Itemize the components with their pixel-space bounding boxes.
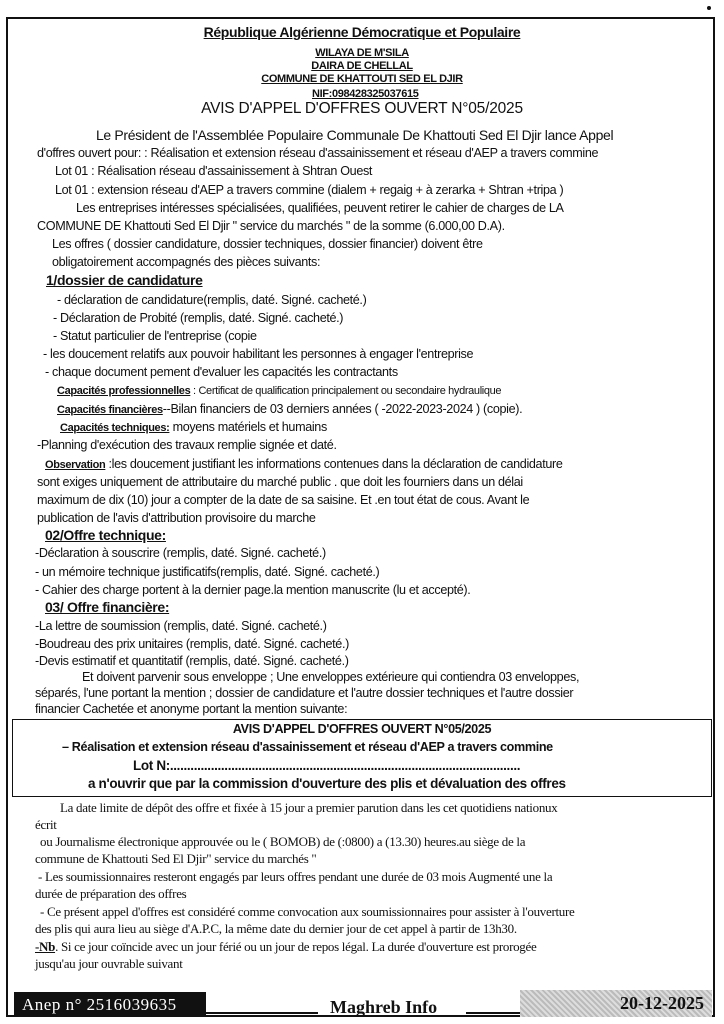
intro-line: Les entreprises intéresses spécialisées, qualifiées, peuvent retirer le cahier de charges de LA bbox=[76, 201, 564, 215]
text: --Bilan financiers de 03 derniers années ( -2022-2023-2024 ) (copie). bbox=[162, 402, 523, 416]
financiere-item: -La lettre de soumission (remplis, daté. Signé. cacheté.) bbox=[35, 619, 327, 633]
lot-line: Lot 01 : extension réseau d'AEP a travers commine (dialem + regaig + à zerarka + Shtran +tripa ) bbox=[55, 183, 564, 197]
technique-heading: 02/Offre technique: bbox=[45, 527, 166, 543]
publication-date: 20-12-2025 bbox=[520, 990, 712, 1017]
notice-title: AVIS D'APPEL D'OFFRES OUVERT N°05/2025 bbox=[201, 100, 523, 117]
text: : Certificat de qualification principalement ou secondaire hydraulique bbox=[190, 385, 502, 397]
candidature-heading: 1/dossier de candidature bbox=[46, 272, 203, 288]
box-subject: – Réalisation et extension réseau d'assainissement et réseau d'AEP a travers commine bbox=[62, 740, 553, 754]
financiere-heading: 03/ Offre financière: bbox=[45, 599, 170, 615]
capacites-financieres bbox=[57, 402, 522, 418]
observation-line: sont exiges uniquement de attributaire du marché public . que doit les fourniers dans un délai bbox=[37, 475, 523, 489]
financiere-item: -Devis estimatif et quantitatif (remplis, daté. Signé. cacheté.) bbox=[35, 654, 349, 668]
closing-line: commune de Khattouti Sed El Djir" service du marchés " bbox=[35, 851, 317, 866]
republic-heading: République Algérienne Démocratique et Populaire bbox=[203, 24, 521, 40]
intro-line: d'offres ouvert pour: : Réalisation et extension réseau d'assainissement et réseau d'AEP a travers commine bbox=[37, 146, 599, 160]
envelope-line: séparés, l'une portant la mention ; dossier de candidature et l'autre dossier techniques et l'autre dossier bbox=[35, 686, 574, 700]
label: Capacités techniques: bbox=[60, 422, 170, 434]
closing-line: La date limite de dépôt des offre et fixée à 15 jour a premier parution dans les cet quotidiens nationux bbox=[60, 800, 558, 815]
closing-line: des plis qui aura lieu au siège d'A.P.C, la même date du dernier jour de cet appel à partir de 13h30. bbox=[35, 921, 517, 936]
candidature-item: - chaque document pement d'evaluer les capacités les contractants bbox=[45, 365, 398, 379]
nb-label: -Nb bbox=[35, 939, 56, 954]
candidature-item: - les doucement relatifs aux pouvoir habilitant les personnes à engager l'entreprise bbox=[43, 347, 474, 361]
candidature-item: - Déclaration de Probité (remplis, daté. Signé. cacheté.) bbox=[53, 311, 344, 325]
text: moyens matériels et humains bbox=[169, 420, 327, 434]
observation bbox=[45, 457, 563, 473]
closing-line: jusqu'au jour ouvrable suivant bbox=[35, 956, 183, 971]
closing-line: - Ce présent appel d'offres est considéré comme convocation aux soumissionnaires pour assister à l'ouverture bbox=[40, 904, 575, 919]
capacites-techniques bbox=[60, 420, 327, 436]
text: :les doucement justifiant les informations contenues dans la déclaration de candidature bbox=[105, 457, 563, 471]
observation-line: publication de l'avis d'attribution provisoire du marche bbox=[37, 511, 316, 525]
envelope-line: Et doivent parvenir sous enveloppe ; Une enveloppes extérieure qui contiendra 03 enveloppes, bbox=[82, 670, 580, 684]
nif: NIF:098428325037615 bbox=[312, 88, 419, 100]
financiere-item: -Boudreau des prix unitaires (remplis, daté. Signé. cacheté.) bbox=[35, 637, 349, 651]
commune: COMMUNE DE KHATTOUTI SED EL DJIR bbox=[261, 73, 463, 85]
box-lot: Lot N:....................................................................................................... bbox=[133, 758, 521, 773]
capacites-professionnelles bbox=[57, 384, 501, 399]
candidature-item: - déclaration de candidature(remplis, daté. Signé. cacheté.) bbox=[57, 293, 367, 307]
closing-line: ou Journalisme électronique approuvée ou le ( BOMOB) de (:0800) a (13.30) heures.au siège de la bbox=[40, 834, 526, 849]
intro-line: obligatoirement accompagnés des pièces suivants: bbox=[52, 255, 321, 269]
footer-rule bbox=[466, 1012, 526, 1014]
scan-speck bbox=[707, 6, 711, 10]
label: Observation bbox=[45, 459, 106, 471]
nb-text: Si ce jour coïncide avec un jour férié ou un jour de repos légal. La durée d'ouverture est prorogée bbox=[60, 939, 537, 954]
footer-rule bbox=[206, 1012, 318, 1014]
candidature-item: - Statut particulier de l'entreprise (copie bbox=[53, 329, 257, 343]
box-notice: a n'ouvrir que par la commission d'ouverture des plis et dévaluation des offres bbox=[88, 776, 566, 791]
technique-item: - Cahier des charge portent à la dernier page.la mention manuscrite (lu et accepté). bbox=[35, 583, 471, 597]
anep-number: Anep n° 2516039635 bbox=[14, 992, 206, 1017]
observation-line: maximum de dix (10) jour a compter de la date de sa saisine. Et .en tout état de cous. Avant le bbox=[37, 493, 530, 507]
closing-line: durée de préparation des offres bbox=[35, 886, 187, 901]
envelope-line: financier Cachetée et anonyme portant la mention suivante: bbox=[35, 702, 348, 716]
label: Capacités professionnelles bbox=[57, 385, 191, 397]
wilaya: WILAYA DE M'SILA bbox=[315, 47, 409, 59]
closing-line: - Les soumissionnaires resteront engagés par leurs offres pendant une durée de 03 mois Augmenté une la bbox=[38, 869, 553, 884]
technique-item: -Déclaration à souscrire (remplis, daté. Signé. cacheté.) bbox=[35, 546, 326, 560]
closing-line: écrit bbox=[35, 817, 57, 832]
intro-line: Les offres ( dossier candidature, dossier techniques, dossier financier) doivent être bbox=[52, 237, 483, 251]
technique-item: - un mémoire technique justificatifs(remplis, daté. Signé. cacheté.) bbox=[35, 565, 380, 579]
intro-line: COMMUNE DE Khattouti Sed El Djir " service du marchés " de la somme (6.000,00 D.A). bbox=[37, 219, 505, 233]
label: Capacités financières bbox=[57, 404, 163, 416]
box-title: AVIS D'APPEL D'OFFRES OUVERT N°05/2025 bbox=[232, 722, 492, 736]
intro-line: Le Président de l'Assemblée Populaire Communale De Khattouti Sed El Djir lance Appel bbox=[96, 127, 614, 143]
lot-line: Lot 01 : Réalisation réseau d'assainissement à Shtran Ouest bbox=[55, 164, 373, 178]
newspaper-name: Maghreb Info bbox=[330, 997, 438, 1017]
daira: DAIRA DE CHELLAL bbox=[311, 60, 413, 72]
nb-line: -Nb. Si ce jour coïncide avec un jour férié ou un jour de repos légal. La durée d'ouverture est prorogée bbox=[35, 939, 537, 954]
planning: -Planning d'exécution des travaux remplie signée et daté. bbox=[37, 438, 337, 452]
